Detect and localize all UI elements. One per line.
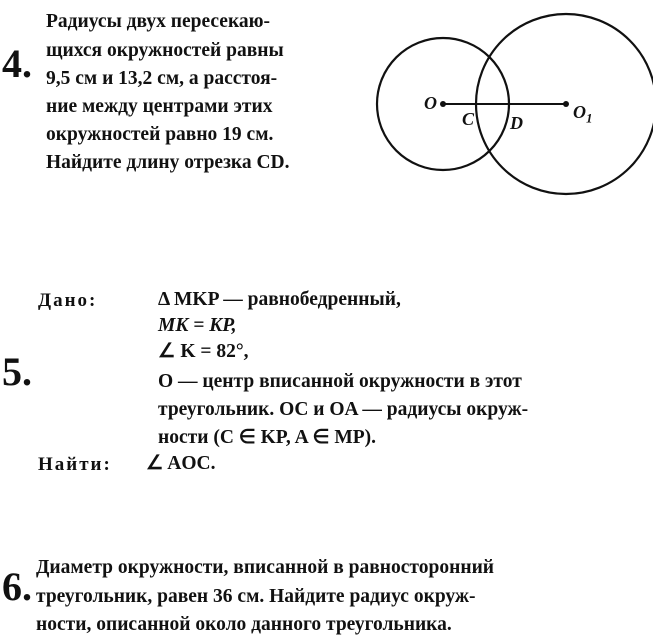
find-text: ∠ AOC.: [146, 453, 216, 474]
label-c: C: [462, 109, 475, 129]
problem-5-number: 5.: [2, 349, 32, 394]
find-label: Найти:: [38, 454, 112, 475]
point-o1: [563, 101, 569, 107]
label-o1-main: O: [573, 102, 586, 122]
problem-4-line-6: Найдите длину отрезка CD.: [46, 152, 290, 173]
label-o1-sub: 1: [586, 110, 593, 126]
problem-4-line-2: щихся окружностей равны: [46, 40, 284, 61]
problem-6-line-2: треугольник, равен 36 см. Найдите радиус окруж-: [36, 586, 476, 607]
given-line-4: O — центр вписанной окружности в этот: [158, 371, 522, 392]
given-line-6: ности (C ∈ KP, A ∈ MP).: [158, 427, 377, 448]
problem-6-line-3: ности, описанной около данного треугольника.: [36, 614, 452, 635]
label-o1: [573, 103, 593, 125]
given-line-2: MK = KP,: [158, 315, 237, 336]
given-line-3: ∠ K = 82°,: [158, 341, 249, 362]
given-label: Дано:: [38, 290, 98, 311]
point-o: [440, 101, 446, 107]
problem-4-line-5: окружностей равно 19 см.: [46, 124, 274, 145]
problem-4-number: 4.: [2, 41, 32, 86]
given-line-5: треугольник. OC и OA — радиусы окруж-: [158, 399, 529, 420]
problem-4-line-1: Радиусы двух пересекаю-: [46, 11, 271, 32]
label-d: D: [510, 113, 523, 133]
problem-6-line-1: Диаметр окружности, вписанной в равносторонний: [36, 557, 495, 578]
problem-6-number: 6.: [2, 564, 32, 609]
given-line-1: Δ MKP — равнобедренный,: [158, 289, 401, 310]
label-o: O: [424, 93, 437, 113]
problem-4-line-4: ние между центрами этих: [46, 96, 273, 117]
problem-4-line-3: 9,5 см и 13,2 см, а расстоя-: [46, 68, 278, 89]
